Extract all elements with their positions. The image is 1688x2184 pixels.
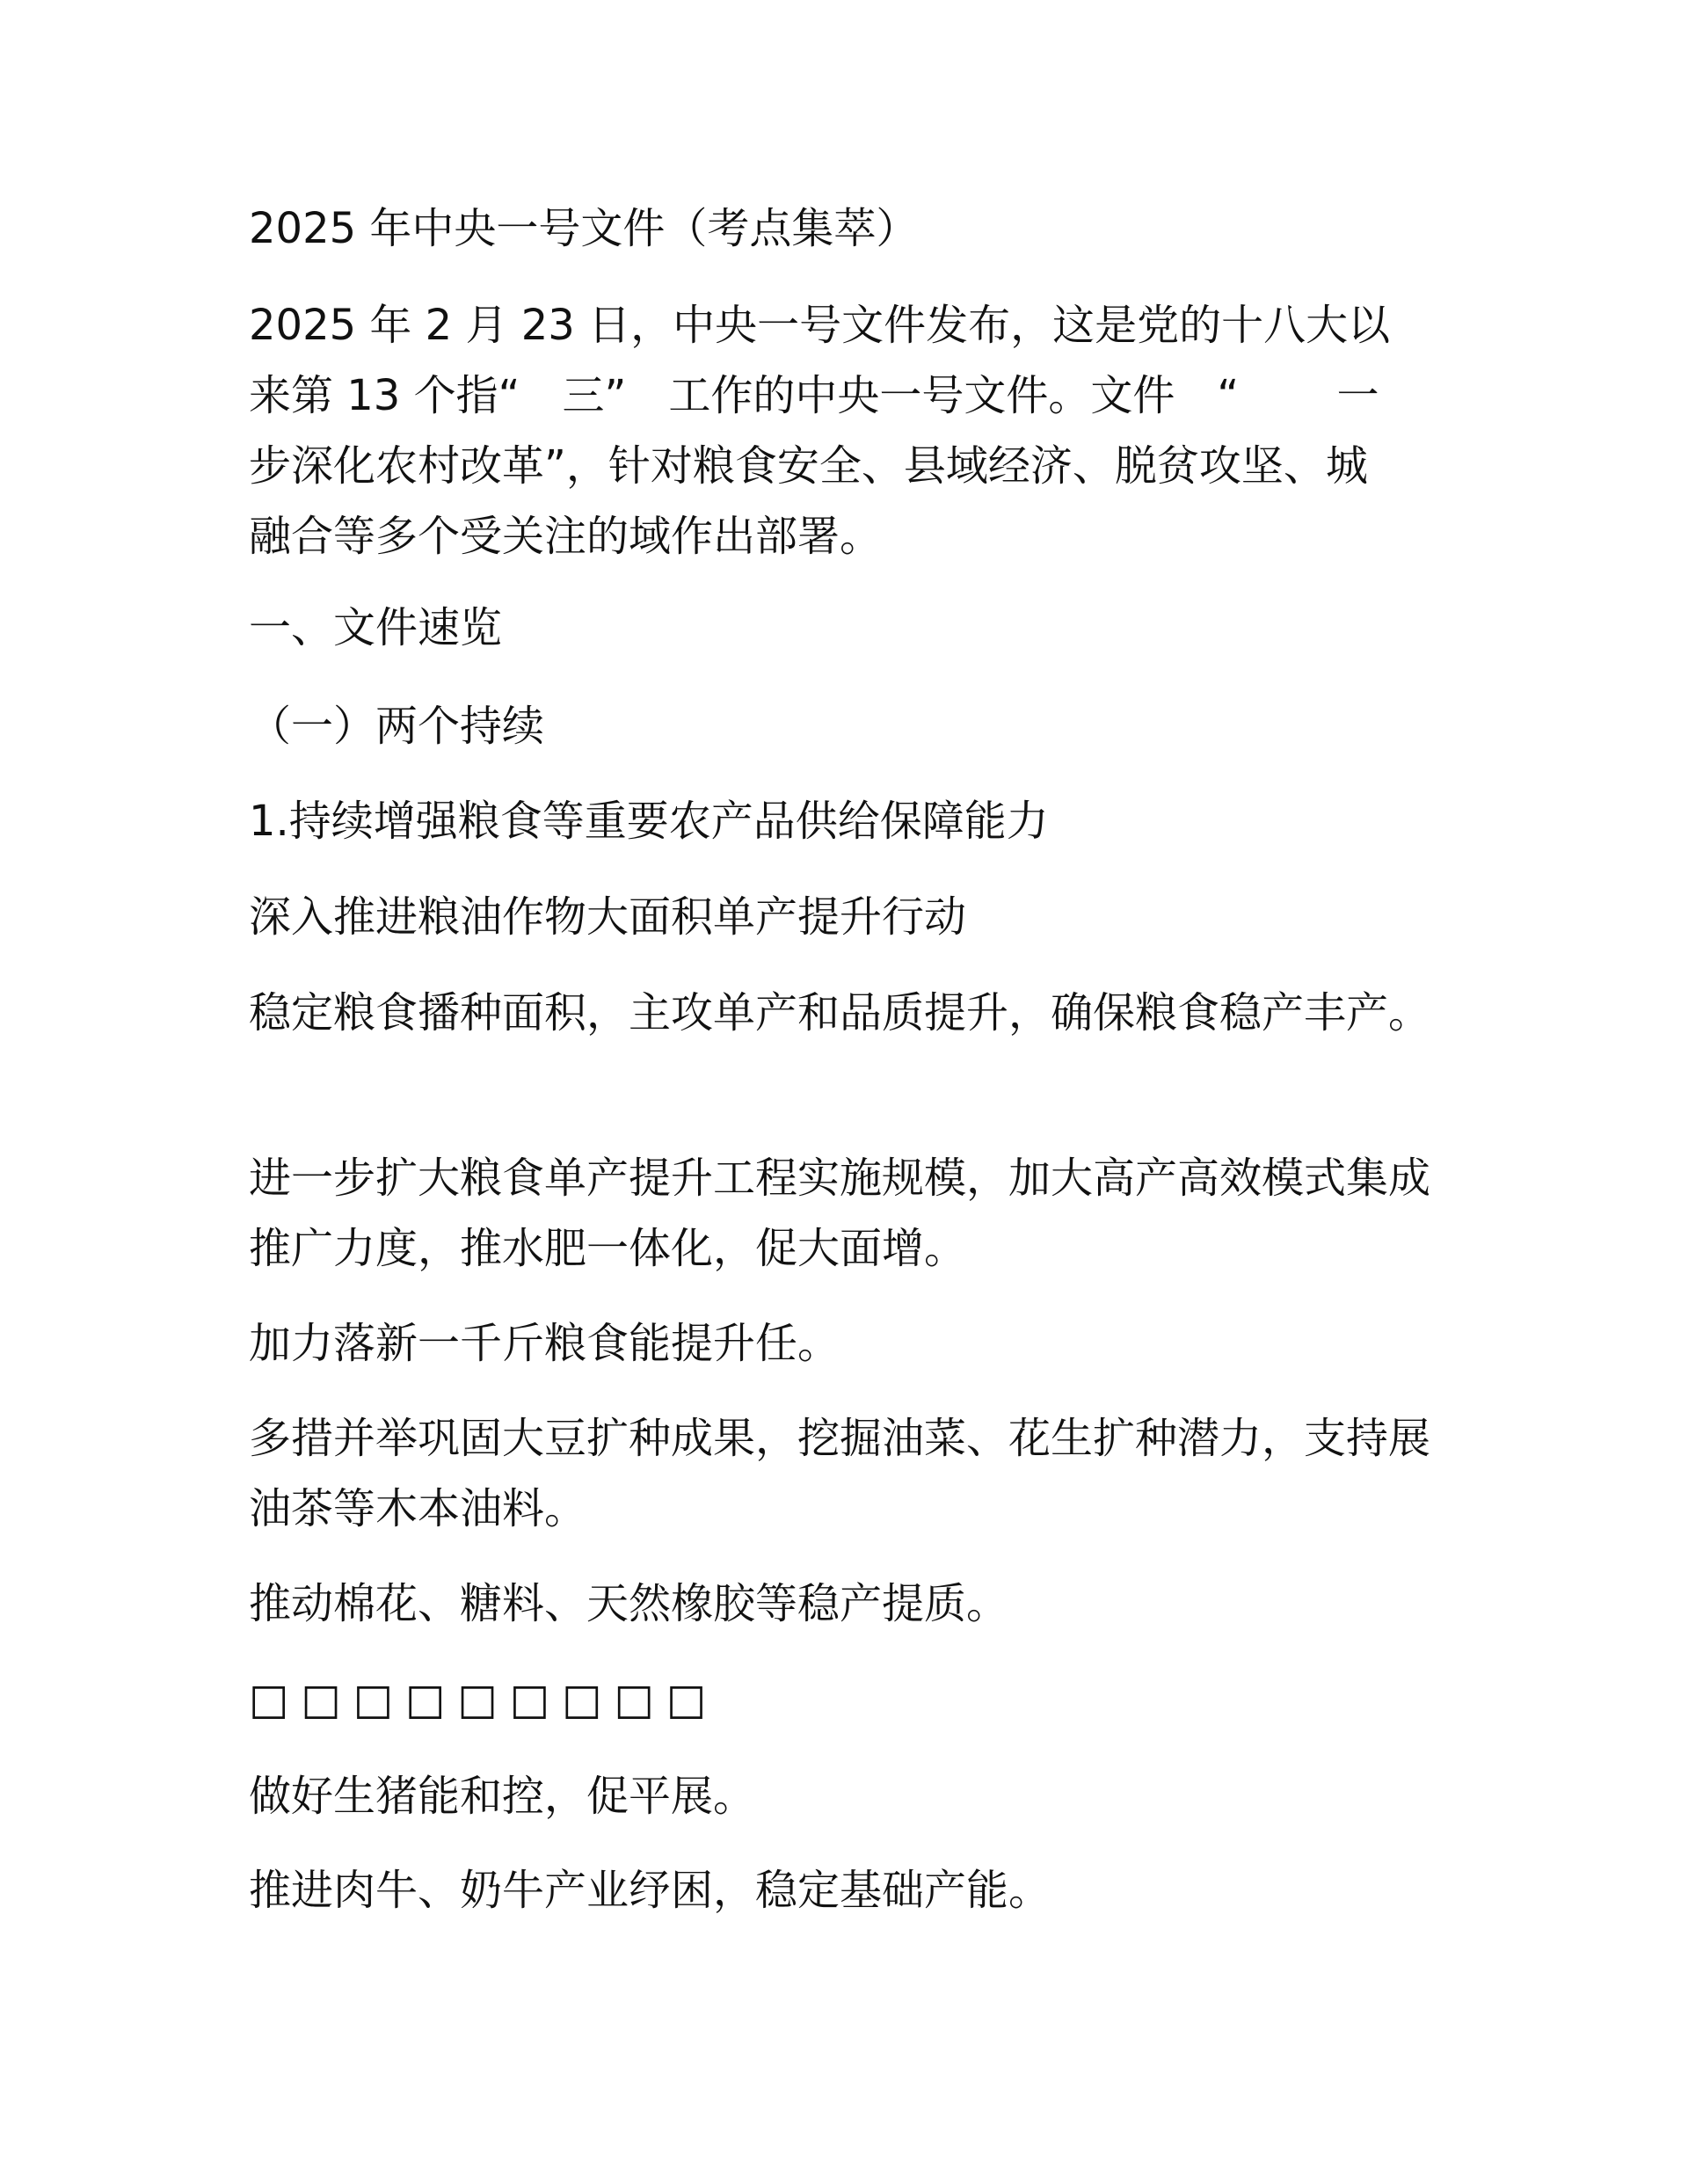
intro-paragraph <box>249 290 1390 571</box>
numbered-item-heading: 1.持续增强粮食等重要农产品供给保障能力 <box>249 797 1049 846</box>
body-paragraph: 稳定粮食播种面积，主攻单产和品质提升，确保粮食稳产丰产。 <box>249 988 1431 1037</box>
body-paragraph: 深入推进粮油作物大面积单产提升行动 <box>249 892 967 942</box>
intro-line: 来第 13 个指“ 三” 工作的中央一号文件。文件 “ 一 <box>249 371 1379 420</box>
intro-line: 2025 年 2 月 23 日，中央一号文件发布，这是党的十八大以 <box>249 301 1391 350</box>
document-title: 2025 年中央一号文件（考点集萃） <box>249 204 919 253</box>
body-paragraph: 推动棉花、糖料、天然橡胶等稳产提质。 <box>249 1579 1009 1628</box>
subsection-heading: （一）两个持续 <box>249 702 545 751</box>
body-paragraph: 做好生猪能和控，促平展。 <box>249 1772 756 1821</box>
intro-line: 步深化农村改革”，针对粮食安全、县域经济、脱贫攻坚、城 <box>249 441 1368 491</box>
intro-line: 融合等多个受关注的域作出部署。 <box>249 512 883 561</box>
body-paragraph: 推进肉牛、奶牛产业纾困，稳定基础产能。 <box>249 1866 1051 1915</box>
body-paragraph: 多措并举巩固大豆扩种成果，挖掘油菜、花生扩种潜力，支持展油茶等木本油料。 <box>249 1414 1431 1533</box>
missing-glyph-row: □□□□□□□□□ <box>249 1675 719 1724</box>
body-paragraph: 加力落新一千斤粮食能提升任。 <box>249 1319 840 1368</box>
section-heading: 一、文件速览 <box>249 603 503 652</box>
body-paragraph: 进一步扩大粮食单产提升工程实施规模，加大高产高效模式集成推广力度，推水肥一体化，促大面增。 <box>249 1154 1431 1273</box>
